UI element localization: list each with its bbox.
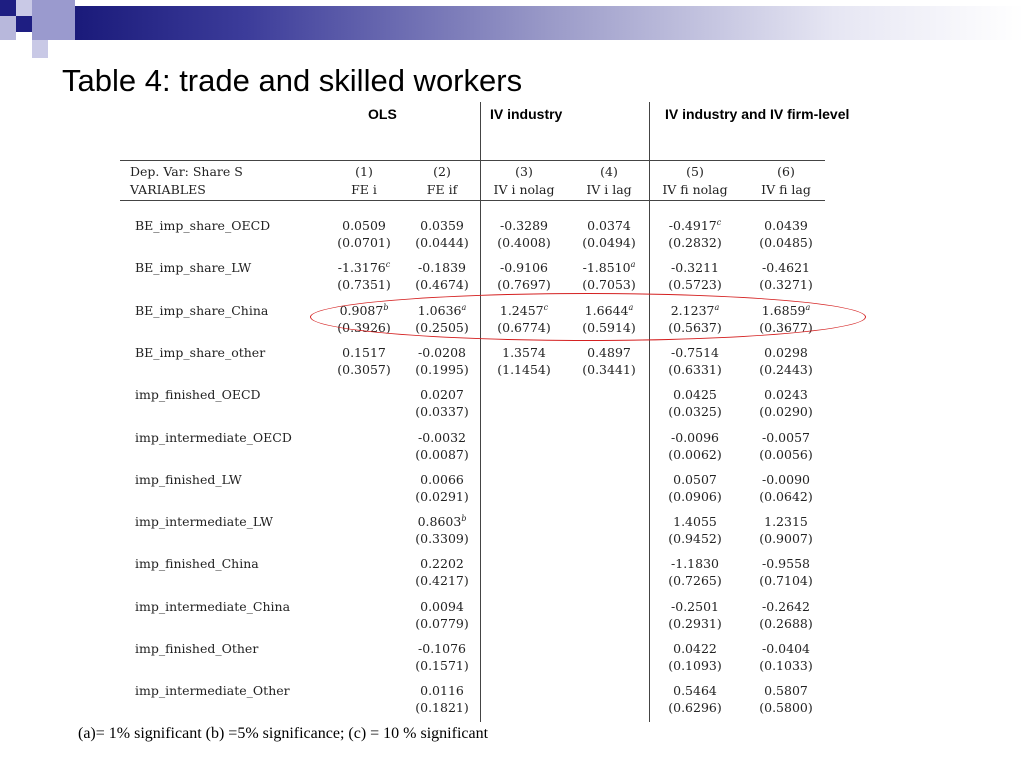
group-divider (649, 102, 650, 722)
coefficient-cell: -0.0090 (762, 471, 810, 487)
coefficient-cell: -1.3176$^c$ (337, 260, 391, 276)
std-error-cell: (0.5914) (582, 319, 636, 335)
column-number: (3) (515, 164, 533, 179)
coefficient-cell: -0.0208 (418, 344, 466, 360)
std-error-cell: (0.2505) (415, 319, 469, 335)
coefficient-cell: -0.2642 (762, 598, 810, 614)
std-error-cell: (0.4008) (497, 235, 551, 250)
significance-marker: a (805, 302, 811, 312)
coefficient-cell: 0.5464 (673, 683, 717, 699)
std-error-cell: (0.9452) (668, 531, 722, 547)
std-error-cell: (0.2931) (668, 615, 722, 631)
coefficient-cell: 0.0094 (420, 598, 464, 614)
column-number: (2) (433, 164, 451, 179)
column-header: FE i (351, 182, 377, 197)
coefficient-cell: 0.0207 (420, 387, 464, 403)
std-error-cell: (0.9007) (759, 531, 813, 547)
std-error-cell: (0.7053) (582, 277, 636, 293)
column-number: (4) (600, 164, 618, 179)
coefficient-cell: 0.0374 (587, 218, 631, 233)
std-error-cell: (0.3309) (415, 531, 469, 547)
std-error-cell: (0.0779) (415, 615, 469, 631)
column-header: FE if (426, 182, 458, 197)
coefficient-cell: -0.0032 (418, 429, 466, 445)
std-error-cell: (0.0087) (415, 446, 469, 462)
table-top-rule (120, 160, 825, 161)
std-error-cell: (1.1454) (497, 361, 551, 377)
std-error-cell: (0.0337) (415, 404, 469, 420)
row-variable-label: BE_imp_share_LW (135, 260, 252, 276)
column-number: (6) (777, 164, 795, 179)
coefficient-cell: 1.0636$^a$ (417, 302, 467, 318)
coefficient-cell: -0.2501 (671, 598, 719, 614)
decor-square (16, 16, 32, 32)
significance-marker: a (628, 302, 634, 312)
coefficient-cell: 0.0509 (342, 218, 386, 233)
row-variable-label: imp_finished_Other (135, 641, 259, 656)
std-error-cell: (0.3677) (759, 319, 813, 335)
coefficient-cell: -0.3289 (500, 218, 548, 233)
std-error-cell: (0.4674) (415, 277, 469, 293)
std-error-cell: (0.3271) (759, 277, 813, 293)
row-variable-label: BE_imp_share_China (135, 302, 269, 318)
decor-square (32, 0, 75, 40)
coefficient-cell: -0.0404 (762, 641, 810, 656)
std-error-cell: (0.0485) (759, 235, 813, 250)
coefficient-cell: 0.0422 (673, 641, 717, 656)
significance-marker: c (543, 302, 549, 312)
coefficient-cell: 0.5807 (764, 683, 808, 699)
coefficient-cell: 0.2202 (420, 556, 464, 572)
row-variable-label: BE_imp_share_other (135, 344, 266, 360)
coefficient-cell: 0.0298 (764, 344, 808, 360)
std-error-cell: (0.6774) (497, 319, 551, 335)
coefficient-cell: -0.9106 (500, 260, 548, 276)
std-error-cell: (0.2688) (759, 615, 813, 631)
decor-gradient-band (75, 6, 1024, 40)
std-error-cell: (0.1821) (415, 700, 469, 716)
coefficient-cell: 0.8603$^b$ (417, 514, 467, 530)
std-error-cell: (0.5800) (759, 700, 813, 716)
std-error-cell: (0.6331) (668, 361, 722, 377)
coefficient-cell: 1.2315 (764, 514, 808, 530)
row-variable-label: imp_intermediate_Other (135, 683, 290, 699)
coefficient-cell: 0.0507 (673, 471, 717, 487)
row-variable-label: BE_imp_share_OECD (135, 218, 271, 233)
std-error-cell: (0.0325) (668, 404, 722, 420)
significance-marker: a (630, 260, 636, 270)
column-number: (1) (355, 164, 373, 179)
dep-var-label: Dep. Var: Share S (130, 164, 243, 179)
column-header: IV fi nolag (662, 182, 728, 197)
coefficient-cell: -0.3211 (671, 260, 719, 276)
std-error-cell: (0.3926) (337, 319, 391, 335)
coefficient-cell: -0.0057 (762, 429, 810, 445)
column-header: IV fi lag (761, 182, 811, 197)
coefficient-cell: -0.7514 (671, 344, 719, 360)
coefficient-cell: 0.9087$^b$ (339, 302, 389, 318)
std-error-cell: (0.0290) (759, 404, 813, 420)
std-error-cell: (0.0062) (668, 446, 722, 462)
std-error-cell: (0.1093) (668, 658, 722, 673)
std-error-cell: (0.6296) (668, 700, 722, 716)
coefficient-cell: -0.4917$^c$ (668, 218, 722, 234)
std-error-cell: (0.3441) (582, 361, 636, 377)
coefficient-cell: -0.1076 (418, 641, 466, 656)
row-variable-label: imp_finished_China (135, 556, 259, 572)
significance-footnote: (a)= 1% significant (b) =5% significance; (c) = 10 % significant (78, 725, 489, 742)
coefficient-cell: 0.0425 (673, 387, 717, 403)
std-error-cell: (0.2832) (668, 235, 722, 250)
coefficient-cell: 0.4897 (587, 344, 631, 360)
coefficient-cell: 1.6859$^a$ (761, 302, 811, 318)
significance-marker: c (385, 260, 391, 270)
coefficient-cell: 0.0243 (764, 387, 808, 403)
table-header-rule (120, 200, 825, 201)
row-variable-label: imp_intermediate_OECD (135, 429, 292, 445)
std-error-cell: (0.2443) (759, 361, 813, 377)
group-label-iv-industry: IV industry (490, 106, 563, 122)
coefficient-cell: 1.3574 (502, 344, 546, 360)
std-error-cell: (0.0494) (582, 235, 636, 250)
std-error-cell: (0.1995) (415, 361, 469, 377)
coefficient-cell: 0.0439 (764, 218, 808, 233)
coefficient-cell: 1.2457$^c$ (499, 302, 549, 318)
std-error-cell: (0.0056) (759, 446, 813, 462)
decor-square (0, 16, 16, 40)
row-variable-label: imp_intermediate_LW (135, 514, 273, 530)
std-error-cell: (0.7697) (497, 277, 551, 293)
std-error-cell: (0.7104) (759, 573, 813, 589)
significance-marker: a (461, 302, 467, 312)
decor-square (16, 0, 32, 16)
column-header: IV i nolag (493, 182, 555, 197)
coefficient-cell: -1.8510$^a$ (582, 260, 636, 276)
std-error-cell: (0.0906) (668, 488, 722, 504)
coefficient-cell: 0.1517 (342, 344, 386, 360)
variables-header: VARIABLES (130, 182, 206, 197)
row-variable-label: imp_intermediate_China (135, 598, 291, 614)
coefficient-cell: 0.0116 (420, 683, 464, 699)
row-variable-label: imp_finished_OECD (135, 387, 261, 403)
highlight-ellipse-china (310, 293, 866, 341)
significance-marker: a (714, 302, 720, 312)
decor-square (32, 40, 48, 58)
std-error-cell: (0.1033) (759, 658, 813, 673)
coefficient-cell: -0.4621 (762, 260, 810, 276)
std-error-cell: (0.1571) (415, 658, 469, 673)
group-label-ols: OLS (368, 106, 397, 122)
column-header: IV i lag (586, 182, 632, 197)
column-number: (5) (686, 164, 704, 179)
coefficient-cell: -0.9558 (762, 556, 810, 572)
significance-marker: b (461, 514, 467, 524)
std-error-cell: (0.3057) (337, 361, 391, 377)
std-error-cell: (0.0642) (759, 488, 813, 504)
std-error-cell: (0.0701) (337, 235, 391, 250)
coefficient-cell: -0.0096 (671, 429, 719, 445)
coefficient-cell: 0.0359 (420, 218, 464, 233)
coefficient-cell: 1.4055 (673, 514, 717, 530)
decor-square (0, 0, 16, 16)
row-variable-label: imp_finished_LW (135, 471, 242, 487)
group-label-iv-firm: IV industry and IV firm-level (665, 106, 850, 122)
std-error-cell: (0.5637) (668, 319, 722, 335)
std-error-cell: (0.7265) (668, 573, 722, 589)
significance-marker: c (716, 218, 722, 227)
std-error-cell: (0.7351) (337, 277, 391, 293)
slide-title: Table 4: trade and skilled workers (62, 63, 523, 98)
coefficient-cell: -1.1830 (671, 556, 719, 572)
std-error-cell: (0.0444) (415, 235, 469, 250)
coefficient-cell: -0.1839 (418, 260, 466, 276)
coefficient-cell: 2.1237$^a$ (670, 302, 720, 318)
coefficient-cell: 1.6644$^a$ (584, 302, 634, 318)
significance-marker: b (383, 302, 389, 312)
coefficient-cell: 0.0066 (420, 471, 464, 487)
std-error-cell: (0.0291) (415, 488, 469, 504)
std-error-cell: (0.5723) (668, 277, 722, 293)
std-error-cell: (0.4217) (415, 573, 469, 589)
